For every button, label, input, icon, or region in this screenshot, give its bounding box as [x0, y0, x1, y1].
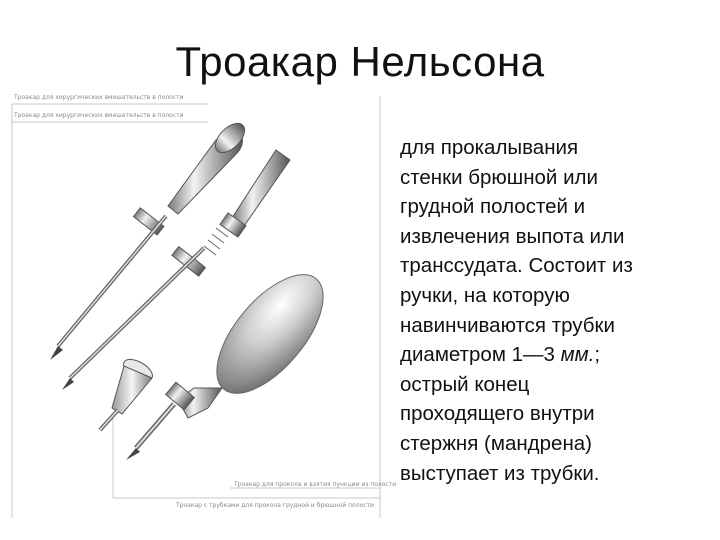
description-text [400, 133, 700, 488]
description-line: выступает из трубки. [400, 461, 600, 485]
description-line: транссудата. Состоит из [400, 254, 633, 278]
description-line: острый конец [400, 372, 530, 396]
description-line: стержня (мандрена) [400, 431, 592, 455]
figure-caption-2: Троакар для хирургических вмешательств в полости [14, 112, 184, 119]
figure-caption-1: Троакар для хирургических вмешательств в полости [14, 94, 184, 101]
diameter-text: диаметром 1—3 [400, 343, 561, 367]
figure-caption-4: Троакар с трубками для прокола грудной и брюшной полости [176, 502, 374, 509]
trocar-bulb-handle-icon [126, 257, 342, 460]
diameter-punctuation: ; [594, 343, 601, 367]
description-line: стенки брюшной или [400, 165, 598, 189]
funnel-cannula-icon [100, 355, 156, 430]
trocar-illustration [8, 88, 397, 520]
diameter-unit: мм. [560, 343, 595, 367]
description-line: проходящего внутри [400, 402, 595, 426]
slide-title: Троакар Нельсона [175, 38, 545, 85]
description-line-diameter [400, 340, 700, 370]
description-line: для прокалывания [400, 136, 579, 159]
description-line: ручки, на которую [400, 283, 570, 307]
description-line: извлечения выпота или [400, 224, 625, 248]
trocar-spatula-handle-icon [50, 118, 250, 360]
description-line: грудной полостей и [400, 195, 586, 219]
description-line: навинчиваются трубки [400, 313, 615, 337]
figure-caption-3: Троакар для прокола и взятия пункции из полости [234, 481, 397, 488]
callout-lines [12, 96, 380, 518]
